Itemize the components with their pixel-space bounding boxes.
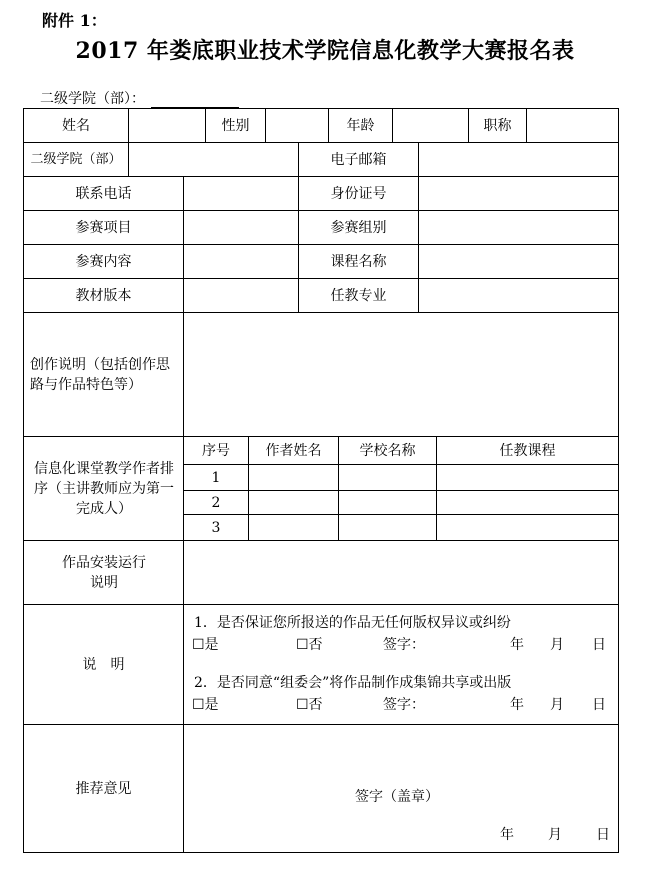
title-label: 职称 [483,117,512,134]
notes-q1-day: 日 [592,637,606,653]
textbook-input[interactable] [184,279,298,312]
authors-header-course: 任教课程 [499,442,556,459]
notes-q1-year: 年 [510,637,524,653]
course-input[interactable] [419,245,618,278]
install-input[interactable] [184,541,618,604]
dept-field [40,88,239,108]
creation-input[interactable] [184,313,618,436]
dept-field-input[interactable] [151,93,239,108]
notes-q2-year: 年 [510,697,524,713]
notes-q2-no-checkbox[interactable]: ☐否 [296,697,323,713]
content-label: 参赛内容 [75,253,132,270]
name-label: 姓名 [62,117,90,134]
email-input[interactable] [419,143,618,176]
id-label: 身份证号 [330,185,387,202]
notes-q1-no-checkbox[interactable]: ☐否 [296,637,323,653]
gender-label: 性别 [221,117,250,134]
recommend-sign-label: 签字（盖章） [355,789,439,805]
install-label: 作品安装运行说明 [62,554,146,591]
authors-row-index: 1 [211,469,221,486]
course-label: 课程名称 [330,253,387,270]
group-input[interactable] [419,211,618,244]
major-label: 任教专业 [330,287,387,304]
notes-q1-yes-checkbox[interactable]: ☐是 [192,637,219,653]
content-input[interactable] [184,245,298,278]
notes-q1-month: 月 [550,637,564,653]
recommend-day: 日 [596,827,610,843]
phone-label: 联系电话 [75,185,132,202]
notes-q2-month: 月 [550,697,564,713]
authors-header-name: 作者姓名 [265,442,322,459]
notes-question-2: 2．是否同意“组委会”将作品制作成集锦共享或出版 [194,675,512,691]
email-label: 电子邮箱 [330,151,387,168]
notes-q1-sign-label: 签字： [383,637,425,653]
age-label: 年龄 [346,117,375,134]
authors-label: 信息化课堂教学作者排序（主讲教师应为第一完成人） [34,460,174,517]
notes-label: 说 明 [82,656,125,673]
grid-line [23,852,619,853]
authors-header-index: 序号 [202,442,230,459]
attachment-label: 附件 1： [42,11,107,30]
recommend-month: 月 [548,827,562,843]
authors-row-index: 3 [211,519,221,536]
authors-header-school: 学校名称 [359,442,416,459]
id-input[interactable] [419,177,618,210]
group-label: 参赛组别 [330,219,387,236]
notes-q2-yes-checkbox[interactable]: ☐是 [192,697,219,713]
name-input[interactable] [129,109,205,142]
dept-field-label: 二级学院（部）： [40,91,145,107]
major-input[interactable] [419,279,618,312]
recommend-label: 推荐意见 [75,780,132,797]
age-input[interactable] [393,109,468,142]
dept-label: 二级学院（部） [30,151,122,167]
notes-q2-sign-label: 签字： [383,697,425,713]
creation-label: 创作说明（包括创作思路与作品特色等） [30,356,170,393]
title-input[interactable] [527,109,618,142]
phone-input[interactable] [184,177,298,210]
gender-input[interactable] [266,109,328,142]
form-title: 2017 年娄底职业技术学院信息化教学大赛报名表 [75,38,575,64]
recommend-year: 年 [500,827,514,843]
notes-q2-day: 日 [592,697,606,713]
grid-line [618,108,619,853]
notes-question-1: 1．是否保证您所报送的作品无任何版权异议或纠纷 [194,615,511,631]
dept-input[interactable] [129,143,298,176]
project-label: 参赛项目 [75,219,132,236]
authors-row-index: 2 [211,494,221,511]
project-input[interactable] [184,211,298,244]
textbook-label: 教材版本 [75,287,132,304]
